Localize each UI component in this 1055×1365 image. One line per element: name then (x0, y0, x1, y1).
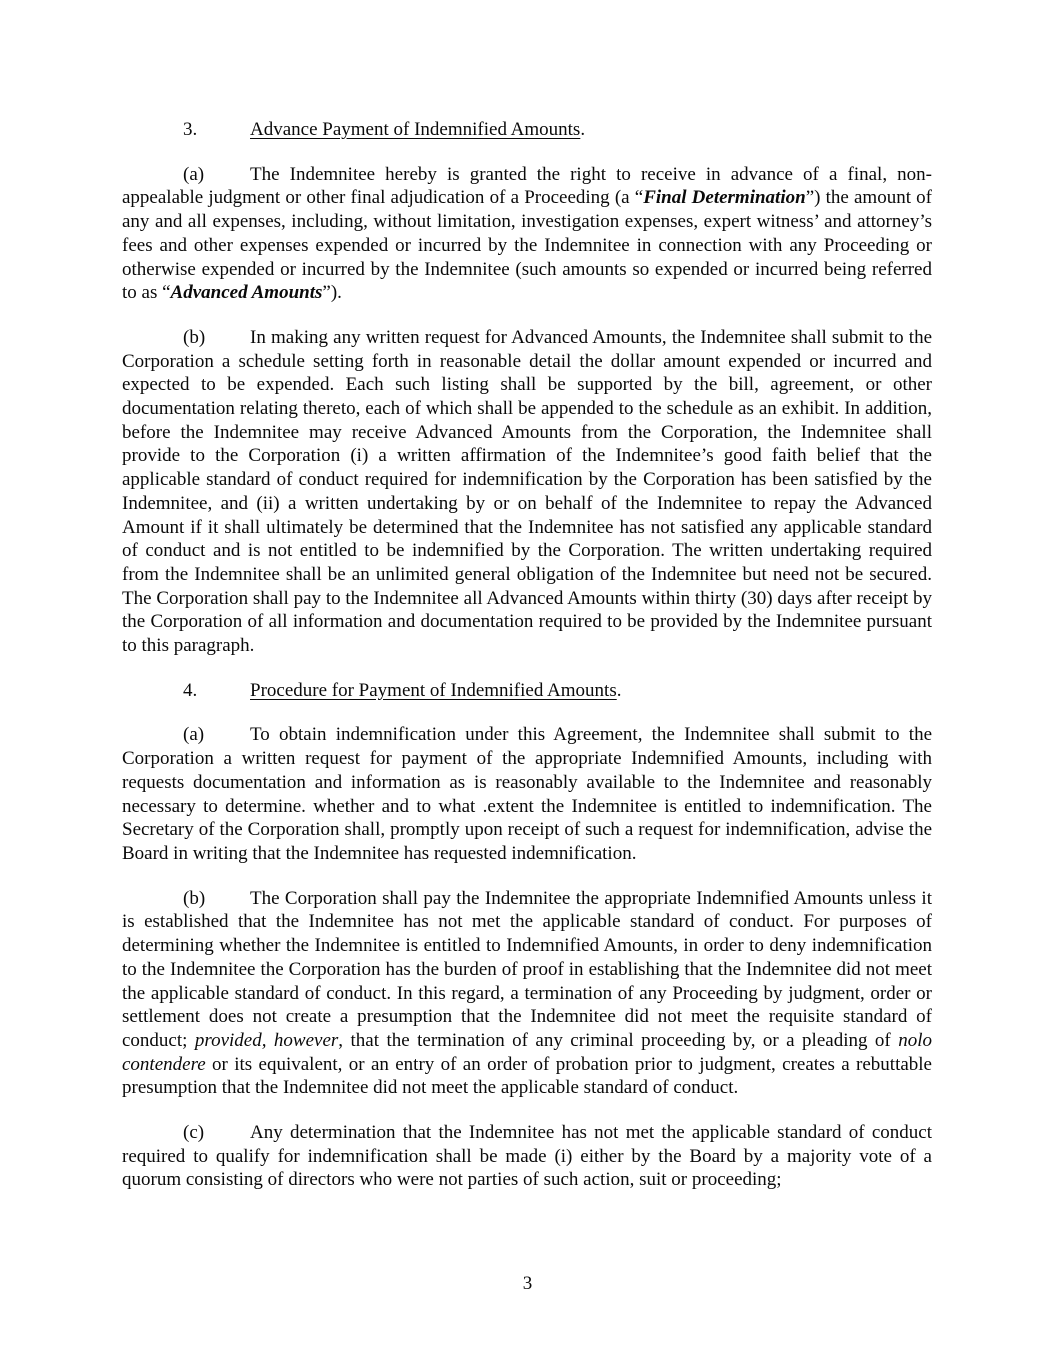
section-3-heading (122, 118, 932, 142)
text-run: , that the termination of any criminal proceeding by, or a pleading of (338, 1029, 899, 1051)
paragraph-3b (122, 326, 932, 658)
document-body (122, 118, 932, 1192)
text-run: ”). (322, 282, 342, 304)
text-run: Advanced Amounts (170, 282, 323, 304)
paragraph-4c (122, 1121, 932, 1192)
page-number: 3 (522, 1273, 533, 1294)
paragraph-4b-label: (b) (183, 887, 206, 909)
paragraph-3a (122, 163, 932, 305)
section-4-number: 4. (183, 679, 198, 701)
paragraph-4b (122, 887, 932, 1100)
section-3-title-period: . (580, 119, 586, 140)
text-run: provided, however (194, 1029, 339, 1051)
text-run: or its equivalent, or an entry of an order of probation prior to judgment, creates a rebuttable presumption that the Indemnitee did not meet the applicable standard of conduct. (122, 1053, 932, 1099)
text-run: Any determination that the Indemnitee has not met the applicable standard of conduct required to qualify for indemnification shall be made (i) either by the Board by a majority vote of a quorum consisting of directors who were not parties of such action, suit or proceeding; (122, 1122, 932, 1191)
section-4-heading (122, 679, 932, 703)
section-3-title: Advance Payment of Indemnified Amounts (250, 119, 581, 140)
paragraph-3b-text (122, 327, 932, 656)
text-run: To obtain indemnification under this Agreement, the Indemnitee shall submit to the Corporation a written request for payment of the appropriate Indemnified Amounts, including with requests documentation and information as is reasonably available to the Indemnitee and reasonably necessary to determine. whether and to what .extent the Indemnitee is entitled to indemnification. The Secretary of the Corporation shall, promptly upon receipt of such a request for indemnification, advise the Board in writing that the Indemnitee has requested indemnification. (122, 724, 932, 864)
section-4-title: Procedure for Payment of Indemnified Amounts (250, 679, 617, 701)
paragraph-4a-label: (a) (183, 724, 205, 746)
paragraph-4a (122, 723, 932, 865)
paragraph-3b-label: (b) (183, 326, 206, 348)
text-run: The Indemnitee hereby is granted the right to receive in advance of a final, non-appealable judgment or other final adjudication of a Proceeding (a “ (122, 163, 932, 209)
text-run: nolo contendere (122, 1029, 932, 1075)
paragraph-4c-label: (c) (183, 1122, 205, 1144)
paragraph-4b-text (122, 888, 932, 1099)
section-4-title-period: . (616, 679, 622, 701)
section-3-number: 3. (183, 119, 198, 140)
text-run: In making any written request for Advanced Amounts, the Indemnitee shall submit to the Corporation a schedule setting forth in reasonable detail the dollar amount expended or incurred and expected to be expended. Each such listing shall be supported by the bill, agreement, or other documentation relating thereto, each of which shall be appended to the schedule as an exhibit. In addition, before the Indemnitee may receive Advanced Amounts from the Corporation, the Indemnitee shall provide to the Corporation (i) a written affirmation of the Indemnitee’s good faith belief that the applicable standard of conduct required for indemnification by the Corporation has been satisfied by the Indemnitee, and (ii) a written undertaking by or on behalf of the Indemnitee to repay the Advanced Amount if it shall ultimately be determined that the Indemnitee has not satisfied any applicable standard of conduct and is not entitled to be indemnified by the Corporation. The written undertaking required from the Indemnitee shall be an unlimited general obligation of the Indemnitee but need not be secured. The Corporation shall pay to the Indemnitee all Advanced Amounts within thirty (30) days after receipt by the Corporation of all information and documentation required to be provided by the Indemnitee pursuant to this paragraph. (122, 326, 932, 657)
text-run: The Corporation shall pay the Indemnitee the appropriate Indemnified Amounts unless it is established that the Indemnitee has not met the applicable standard of conduct. For purposes of determining whether the Indemnitee is entitled to Indemnified Amounts, in order to deny indemnification to the Indemnitee the Corporation has the burden of proof in establishing that the Indemnitee did not meet the applicable standard of conduct. In this regard, a termination of any Proceeding by judgment, order or settlement does not create a presumption that the Indemnitee did not meet the requisite standard of conduct; (122, 887, 932, 1051)
text-run: Final Determination (643, 187, 806, 209)
text-run: ”) the amount of any and all expenses, including, without limitation, investigation expenses, expert witness’ and attorney’s fees and other expenses expended or incurred by the Indemnitee in connection with any Proceeding or otherwise expended or incurred by the Indemnitee (such amounts so expended or incurred being referred to as “ (122, 187, 932, 304)
paragraph-3a-label: (a) (183, 163, 205, 185)
